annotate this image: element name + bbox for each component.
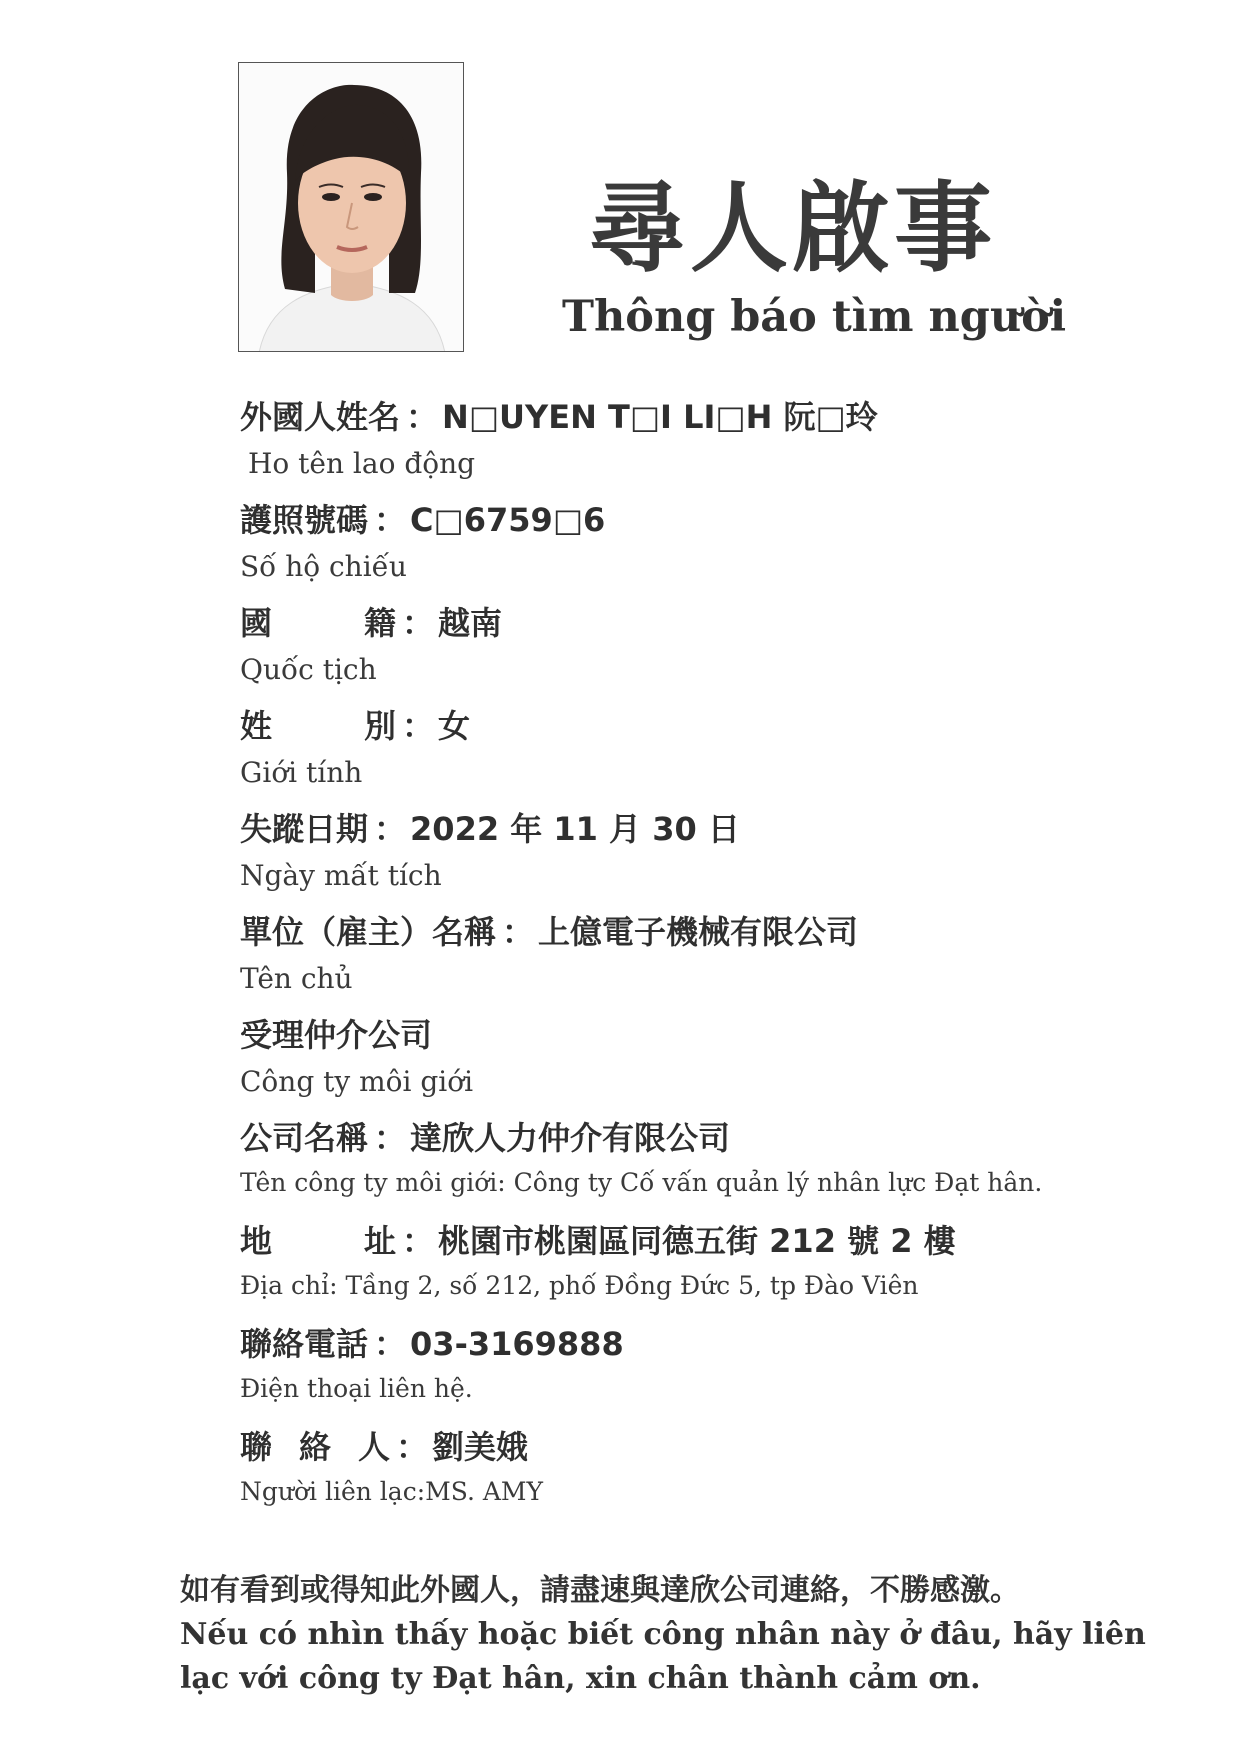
field-label-zh: 單位（雇主）名稱 <box>240 913 497 951</box>
field-value: 達欣人力仲介有限公司 <box>410 1119 731 1157</box>
field-label-zh: 國 籍 <box>240 604 396 642</box>
field-label-vi: Quốc tịch <box>240 653 377 686</box>
field-passport-number: 護照號碼 ： C□6759□6 Số hộ chiếu <box>240 498 1200 601</box>
field-value: 2022 年 11 月 30 日 <box>410 810 740 848</box>
field-value: C□6759□6 <box>410 501 606 539</box>
info-fields <box>240 395 1200 1528</box>
field-value: 劉美娥 <box>432 1428 529 1466</box>
field-label-zh: 護照號碼 <box>240 501 369 539</box>
field-label-vi: Công ty môi giới <box>240 1065 474 1098</box>
field-label-vi: Điện thoại liên hệ. <box>240 1374 473 1403</box>
field-gender: 姓 別 ： 女 Giới tính <box>240 704 1200 807</box>
field-value: N□UYEN T□I LI□H 阮□玲 <box>442 398 878 436</box>
field-label-zh: 失蹤日期 <box>240 810 369 848</box>
field-label-vi: Ho tên lao động <box>248 447 476 480</box>
field-missing-date: 失蹤日期 ： 2022 年 11 月 30 日 Ngày mất tích <box>240 807 1200 910</box>
field-label-vi: Giới tính <box>240 756 363 789</box>
person-photo-icon <box>239 63 464 352</box>
field-label-vi: Người liên lạc:MS. AMY <box>240 1477 544 1506</box>
field-value: 桃園市桃園區同德五街 212 號 2 樓 <box>438 1222 956 1260</box>
field-employer-name: 單位（雇主）名稱 ： 上億電子機械有限公司 Tên chủ <box>240 910 1200 1013</box>
field-label-zh: 聯絡電話 <box>240 1325 369 1363</box>
field-label-zh: 姓 別 <box>240 707 396 745</box>
page-title: 尋人啟事 <box>588 172 997 286</box>
field-agency <box>240 1013 1200 1116</box>
field-contact-person: 聯 絡 人 ： 劉美娥 Người liên lạc:MS. AMY <box>240 1425 1200 1528</box>
field-label-vi: Ngày mất tích <box>240 859 442 892</box>
field-value: 越南 <box>438 604 503 642</box>
person-photo <box>238 62 464 352</box>
field-value: 上億電子機械有限公司 <box>538 913 859 951</box>
footer-note-zh: 如有看到或得知此外國人，請盡速與達欣公司連絡，不勝感激。 <box>180 1573 1020 1608</box>
field-label-vi: Số hộ chiếu <box>240 550 407 583</box>
field-label-vi: Tên công ty môi giới: Công ty Cố vấn quản lý nhân lực Đạt hân. <box>240 1168 1043 1197</box>
field-label-zh: 地 址 <box>240 1222 396 1260</box>
page-subtitle: Thông báo tìm người <box>562 292 1067 342</box>
footer-note-vi: Nếu có nhìn thấy hoặc biết công nhân này ở đâu, hãy liên lạc với công ty Đạt hân, xin chân thành cảm ơn. <box>180 1617 1146 1696</box>
field-label-zh: 受理仲介公司 <box>240 1016 433 1054</box>
field-value: 03-3169888 <box>410 1325 624 1363</box>
field-company-name: 公司名稱 ： 達欣人力仲介有限公司 Tên công ty môi giới: Công ty Cố vấn quản lý nhân lực Đạt hân. <box>240 1116 1200 1219</box>
field-value: 女 <box>438 707 471 745</box>
field-phone: 聯絡電話 ： 03-3169888 Điện thoại liên hệ. <box>240 1322 1200 1425</box>
field-label-zh: 聯 絡 人 <box>240 1428 390 1466</box>
field-label-vi: Tên chủ <box>240 962 353 995</box>
field-label-vi: Địa chỉ: Tầng 2, số 212, phố Đồng Đức 5, tp Đào Viên <box>240 1271 919 1300</box>
field-label-zh: 外國人姓名 <box>240 398 401 436</box>
field-nationality: 國 籍 ： 越南 Quốc tịch <box>240 601 1200 704</box>
field-foreigner-name: 外國人姓名 ： N□UYEN T□I LI□H 阮□玲 Ho tên lao động <box>240 395 1200 498</box>
field-label-zh: 公司名稱 <box>240 1119 369 1157</box>
field-address: 地 址 ： 桃園市桃園區同德五街 212 號 2 樓 Địa chỉ: Tầng 2, số 212, phố Đồng Đức 5, tp Đào Viên <box>240 1219 1200 1322</box>
